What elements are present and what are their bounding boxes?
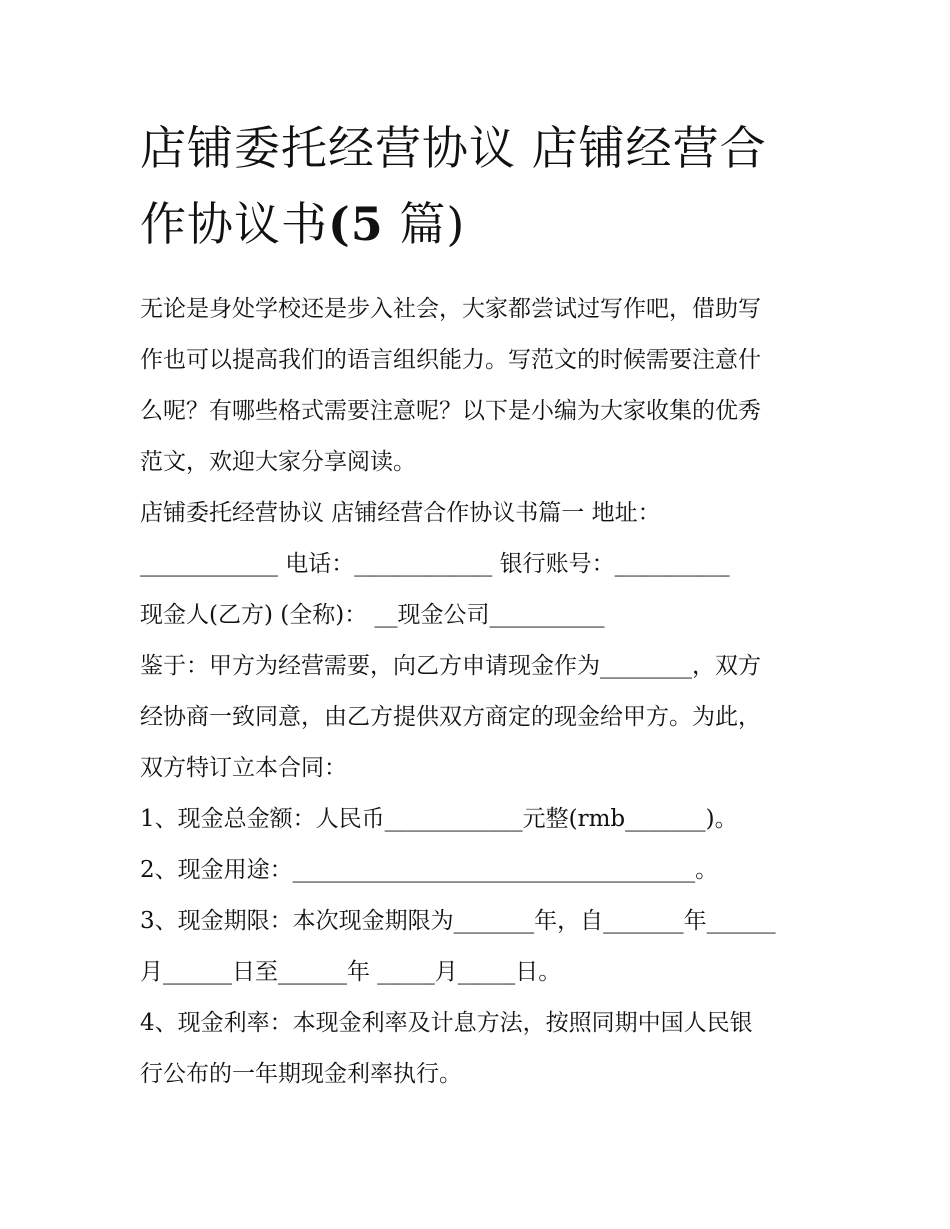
body-line: 鉴于：甲方为经营需要，向乙方申请现金作为________，双方 [140, 653, 761, 679]
title-line-2-text: 作协议书 [140, 197, 328, 251]
document-body [140, 284, 810, 1100]
body-line: 2、现金用途：___________________________________。 [140, 857, 719, 883]
body-line: 么呢？有哪些格式需要注意呢？以下是小编为大家收集的优秀 [140, 398, 761, 424]
body-line: 1、现金总金额：人民币____________元整(rmb_______)。 [140, 806, 738, 832]
body-line: 双方特订立本合同： [140, 755, 347, 781]
body-line: 无论是身处学校还是步入社会，大家都尝试过写作吧，借助写 [140, 296, 761, 322]
document-page [140, 110, 810, 1100]
body-line: 店铺委托经营协议 店铺经营合作协议书篇一 地址： [140, 500, 661, 526]
body-line: 4、现金利率：本现金利率及计息方法，按照同期中国人民银 [140, 1010, 753, 1036]
body-line: 3、现金期限：本次现金期限为_______年，自_______年______ [140, 908, 776, 934]
title-count-suffix: 篇) [383, 197, 466, 251]
title-line-2 [140, 186, 810, 262]
document-title [140, 110, 810, 262]
body-line: 行公布的一年期现金利率执行。 [140, 1061, 462, 1087]
body-line: 经协商一致同意，由乙方提供双方商定的现金给甲方。为此， [140, 704, 761, 730]
body-line: 月______日至______年 _____月_____日。 [140, 959, 562, 985]
body-line: 范文，欢迎大家分享阅读。 [140, 449, 416, 475]
title-count: (5 [328, 197, 384, 251]
body-line: ____________ 电话：____________ 银行账号：__________ [140, 551, 730, 577]
title-line-1: 店铺委托经营协议 店铺经营合 [140, 121, 767, 175]
body-line: 作也可以提高我们的语言组织能力。写范文的时候需要注意什 [140, 347, 761, 373]
body-line: 现金人(乙方) (全称)： __现金公司__________ [140, 602, 605, 628]
